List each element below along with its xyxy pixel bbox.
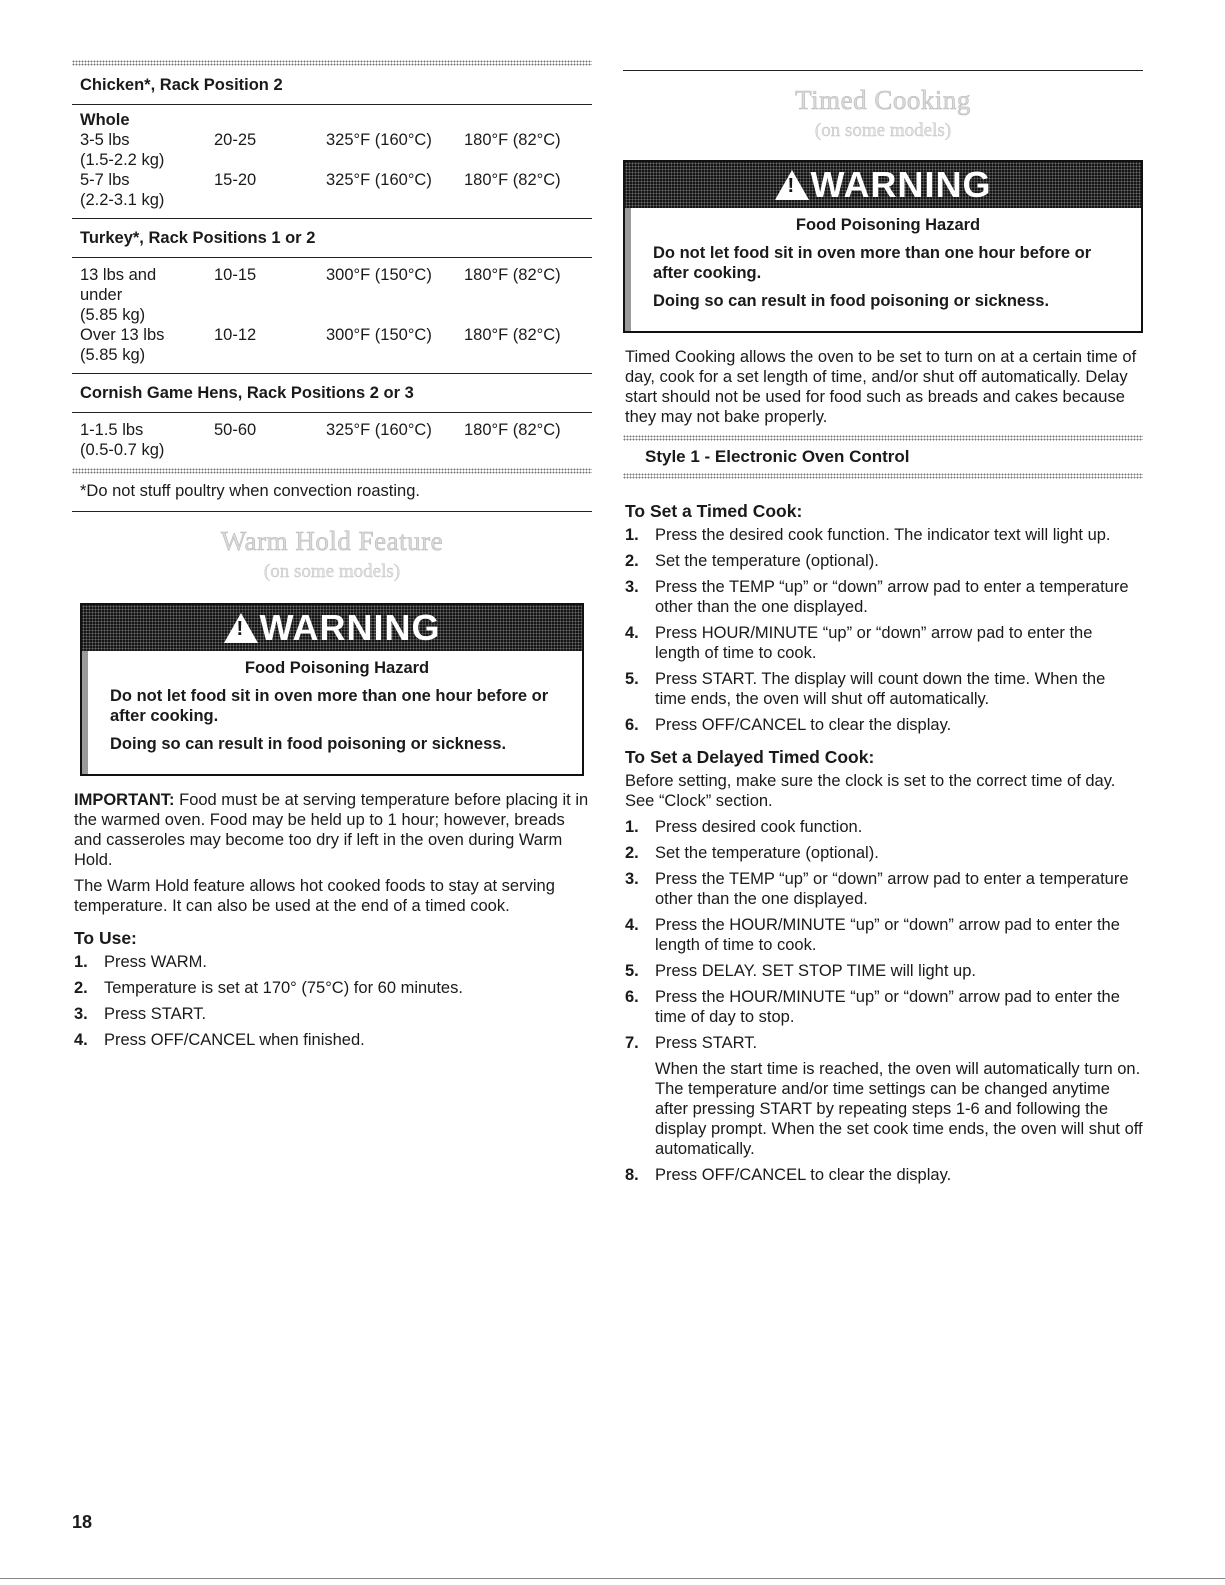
oven-temp-cell: 300°F (150°C) [326,326,432,344]
chicken-header: Chicken*, Rack Position 2 [80,76,283,94]
turkey-rows [72,258,592,373]
warning-banner [625,162,1141,208]
list-item: 5. Press START. The display will count down the time. When the time ends, the oven will shut off automatically. [625,670,1106,708]
warning-line: Do not let food sit in oven more than one hour before or after cooking. [110,687,549,725]
internal-temp-cell: 180°F (82°C) [464,421,561,439]
delayed-cook-heading: To Set a Delayed Timed Cook: [625,747,875,767]
oven-temp-cell: 325°F (160°C) [326,421,432,439]
time-cell: 20-25 [214,131,257,149]
warning-banner [82,605,582,651]
hazard-title: Food Poisoning Hazard [795,216,981,234]
list-item: 4. Press the HOUR/MINUTE “up” or “down” arrow pad to enter the length of time to cook. [625,916,1120,954]
time-cell: 50-60 [214,421,257,439]
list-item: 6. Press OFF/CANCEL to clear the display. [625,716,952,734]
table-row [72,130,592,170]
chicken-subheader: Whole [80,111,130,129]
important-label: IMPORTANT: [74,791,175,809]
important-text: Food must be at serving temperature before placing it in the warmed oven. Food may be held up to 1 hour; however, breads and casseroles may become too dry if left in the oven during Warm Hold. [74,791,589,869]
warning-line: Doing so can result in food poisoning or sickness. [653,292,1050,310]
oven-temp-cell: 325°F (160°C) [326,171,432,189]
weight-cell: 3-5 lbs (1.5-2.2 kg) [80,131,165,169]
list-item: 2. Set the temperature (optional). [625,552,879,570]
table-row [72,325,592,365]
style-bar [623,441,1143,473]
warning-label: WARNING [259,607,441,648]
page-bottom-rule [0,1578,1225,1579]
warning-box [623,160,1143,333]
important-note [72,790,592,870]
weight-cell: 5-7 lbs (2.2-3.1 kg) [80,171,165,209]
timed-cooking-title: Timed Cooking [795,85,971,115]
list-item: 4. Press HOUR/MINUTE “up” or “down” arrow pad to enter the length of time to cook. [625,624,1093,662]
oven-temp-cell: 300°F (150°C) [326,266,432,284]
table-row [72,265,592,325]
list-item: 4. Press OFF/CANCEL when finished. [74,1031,365,1049]
page-number: 18 [72,1512,93,1532]
warning-body [82,651,582,774]
weight-cell: 13 lbs and under (5.85 kg) [80,266,157,324]
warning-body [625,208,1141,331]
weight-cell: Over 13 lbs (5.85 kg) [80,326,165,364]
timed-cooking-subtitle: (on some models) [814,120,952,141]
list-item: 3. Press the TEMP “up” or “down” arrow pad to enter a temperature other than the one displayed. [625,578,1129,616]
warning-triangle-icon: ! [224,613,258,643]
table-footnote: *Do not stuff poultry when convection roasting. [80,482,420,500]
list-item: 2. Temperature is set at 170° (75°C) for 60 minutes. [74,979,463,997]
hens-header: Cornish Game Hens, Rack Positions 2 or 3 [80,384,414,402]
warning-label: WARNING [810,164,992,205]
hazard-title: Food Poisoning Hazard [244,659,430,677]
list-item: 3. Press START. [74,1005,207,1023]
hens-rows [72,413,592,468]
list-item: 3. Press the TEMP “up” or “down” arrow pad to enter a temperature other than the one displayed. [625,870,1129,908]
list-item: 2. Set the temperature (optional). [625,844,879,862]
internal-temp-cell: 180°F (82°C) [464,171,561,189]
to-use-heading: To Use: [74,928,137,948]
warm-hold-subtitle: (on some models) [263,561,401,582]
step-note: When the start time is reached, the oven will automatically turn on. The temperature and/or time settings can be changed anytime after pressing START by repeating steps 1-6 and following the display prompt. When the set cook time ends, the oven will shut off automatically. [655,1060,1143,1158]
warning-triangle-icon: ! [775,170,809,200]
timed-cook-heading: To Set a Timed Cook: [625,501,803,521]
delayed-cook-intro: Before setting, make sure the clock is set to the correct time of day. See “Clock” section. [625,772,1116,810]
list-item: 8. Press OFF/CANCEL to clear the display. [625,1166,952,1184]
style-label: Style 1 - Electronic Oven Control [645,447,910,466]
dotted-divider [623,473,1143,479]
list-item: 6. Press the HOUR/MINUTE “up” or “down” arrow pad to enter the time of day to stop. [625,988,1120,1026]
list-item: 1. Press desired cook function. [625,818,863,836]
right-column [623,60,1143,1191]
chicken-rows [72,130,592,218]
warning-line: Doing so can result in food poisoning or sickness. [110,735,507,753]
list-item: 1. Press the desired cook function. The indicator text will light up. [625,526,1111,544]
time-cell: 15-20 [214,171,257,189]
time-cell: 10-12 [214,326,257,344]
left-column [72,60,592,1056]
weight-cell: 1-1.5 lbs (0.5-0.7 kg) [80,421,165,459]
internal-temp-cell: 180°F (82°C) [464,266,561,284]
warning-box [80,603,584,776]
time-cell: 10-15 [214,266,257,284]
list-item: 5. Press DELAY. SET STOP TIME will light up. [625,962,976,980]
internal-temp-cell: 180°F (82°C) [464,131,561,149]
oven-temp-cell: 325°F (160°C) [326,131,432,149]
warning-line: Do not let food sit in oven more than one hour before or after cooking. [653,244,1092,282]
internal-temp-cell: 180°F (82°C) [464,326,561,344]
table-row [72,170,592,210]
list-item: 7. Press START. [625,1034,758,1052]
warm-hold-title: Warm Hold Feature [220,526,444,556]
list-item: 1. Press WARM. [74,953,207,971]
table-row [72,420,592,460]
timed-cooking-intro: Timed Cooking allows the oven to be set to turn on at a certain time of day, cook for a set length of time, and/or shut off automatically. Delay start should not be used for food such as breads and cakes because they may not bake properly. [625,348,1137,426]
turkey-header: Turkey*, Rack Positions 1 or 2 [80,229,316,247]
warm-hold-description: The Warm Hold feature allows hot cooked foods to stay at serving temperature. It can also be used at the end of a timed cook. [74,877,555,915]
